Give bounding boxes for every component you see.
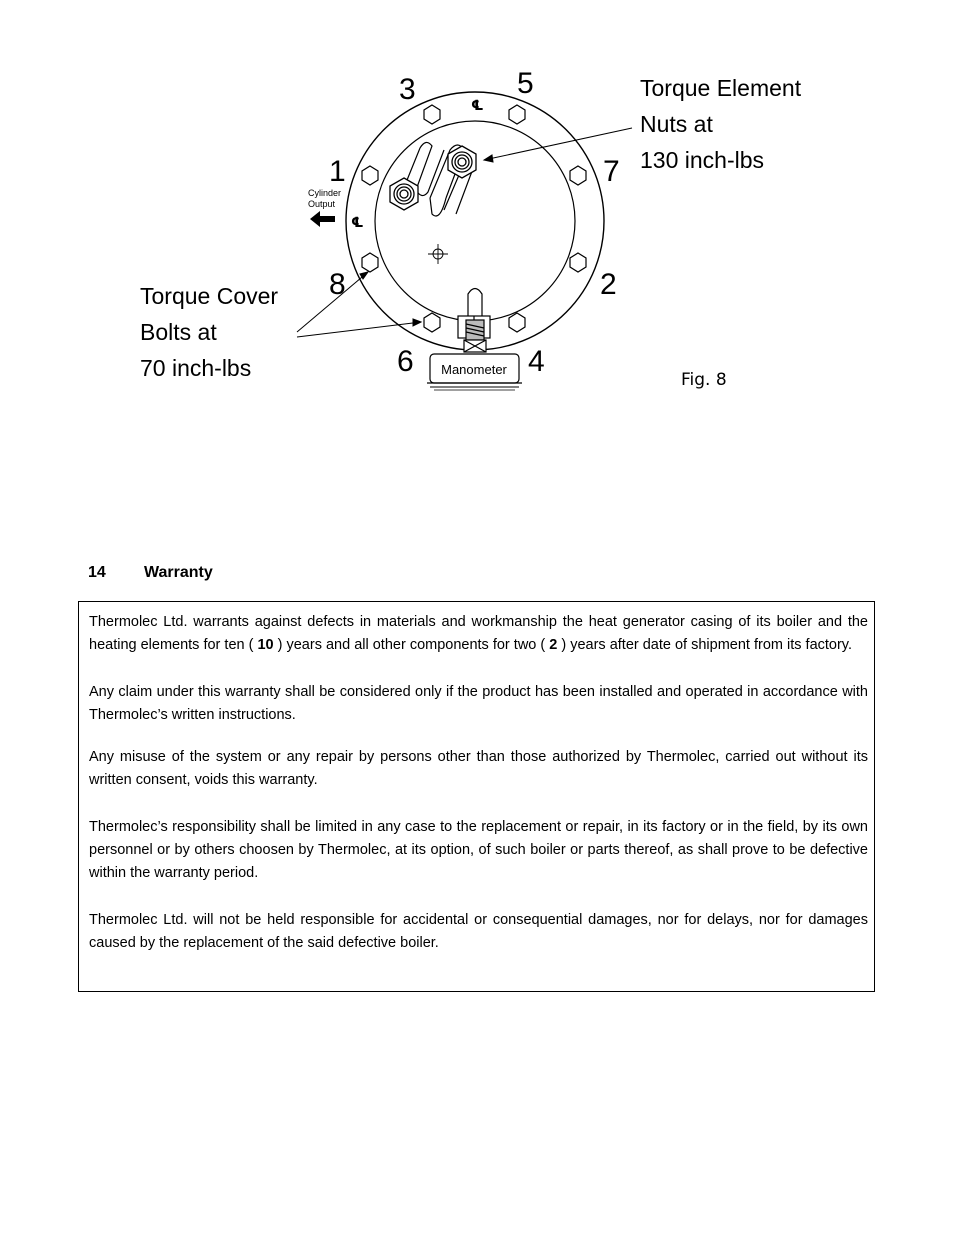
torque-element-line-3: 130 inch-lbs <box>640 147 765 173</box>
torque-element-line-2: Nuts at <box>640 111 713 137</box>
bolt-number-5: 5 <box>517 67 534 100</box>
element-nut-left <box>390 178 418 210</box>
torque-element-line-1: Torque Element <box>640 75 802 101</box>
warranty-box <box>78 601 875 992</box>
torque-cover-line-3: 70 inch-lbs <box>140 355 252 381</box>
warranty-paragraph-1: Thermolec Ltd. warrants against defects in materials and workmanship the heat generator casing of its boiler and the heating elements for ten ( 10 ) years and all other components for two ( 2 ) years after date of shipment from its factory. <box>89 614 868 654</box>
bolt-hex-8 <box>362 253 378 272</box>
torque-element-callout <box>640 70 801 178</box>
manometer <box>427 354 522 390</box>
bolt-hex-6 <box>424 313 440 332</box>
section-title: Warranty <box>144 564 213 581</box>
bolt-number-7: 7 <box>603 155 620 188</box>
centerline-symbol-top: ℄ <box>471 98 484 114</box>
bolt-number-6: 6 <box>397 345 414 378</box>
warranty-years-components: 2 <box>549 637 558 654</box>
warranty-years-elements: 10 <box>257 637 274 654</box>
warranty-paragraph-4: Thermolec’s responsibility shall be limited in any case to the replacement or repair, in its factory or in the field, by its own personnel or by others choosen by Thermolec, at its option, of such boiler or parts thereof, as shall prove to be defective within the warranty period. <box>89 818 868 882</box>
bolt-hex-2 <box>570 253 586 272</box>
warranty-paragraph-2: Any claim under this warranty shall be considered only if the product has been installed and operated in accordance with Thermolec’s written instructions. <box>89 683 868 723</box>
centerline-symbol-left: ℄ <box>351 215 364 231</box>
torque-cover-line-1: Torque Cover <box>140 283 279 309</box>
figure-caption: Fig. 8 <box>681 370 727 390</box>
cylinder-output-arrow-icon <box>310 211 335 227</box>
bolt-number-8: 8 <box>329 268 346 301</box>
bolt-hex-3 <box>424 105 440 124</box>
bolt-number-3: 3 <box>399 73 416 106</box>
probe <box>458 289 490 353</box>
section-heading <box>88 564 213 582</box>
torque-cover-callout <box>140 278 278 386</box>
bolt-hex-1 <box>362 166 378 185</box>
bolt-number-4: 4 <box>528 345 545 378</box>
warranty-paragraph-5: Thermolec Ltd. will not be held responsible for accidental or consequential damages, nor for delays, nor for damages caused by the replacement of the said defective boiler. <box>89 911 868 951</box>
warranty-paragraph-3: Any misuse of the system or any repair by persons other than those authorized by Thermolec, carried out without its written consent, voids this warranty. <box>89 749 868 789</box>
cylinder-output-label-2: Output <box>308 199 336 209</box>
torque-cover-line-2: Bolts at <box>140 319 217 345</box>
cylinder-output-label-1: Cylinder <box>308 188 342 198</box>
bolt-hex-7 <box>570 166 586 185</box>
manometer-label: Manometer <box>441 362 507 377</box>
bolt-number-2: 2 <box>600 268 617 301</box>
bolt-hex-4 <box>509 313 525 332</box>
section-number: 14 <box>88 564 106 581</box>
center-mark-icon <box>428 244 448 264</box>
bolt-hex-5 <box>509 105 525 124</box>
bolt-number-1: 1 <box>329 155 346 188</box>
